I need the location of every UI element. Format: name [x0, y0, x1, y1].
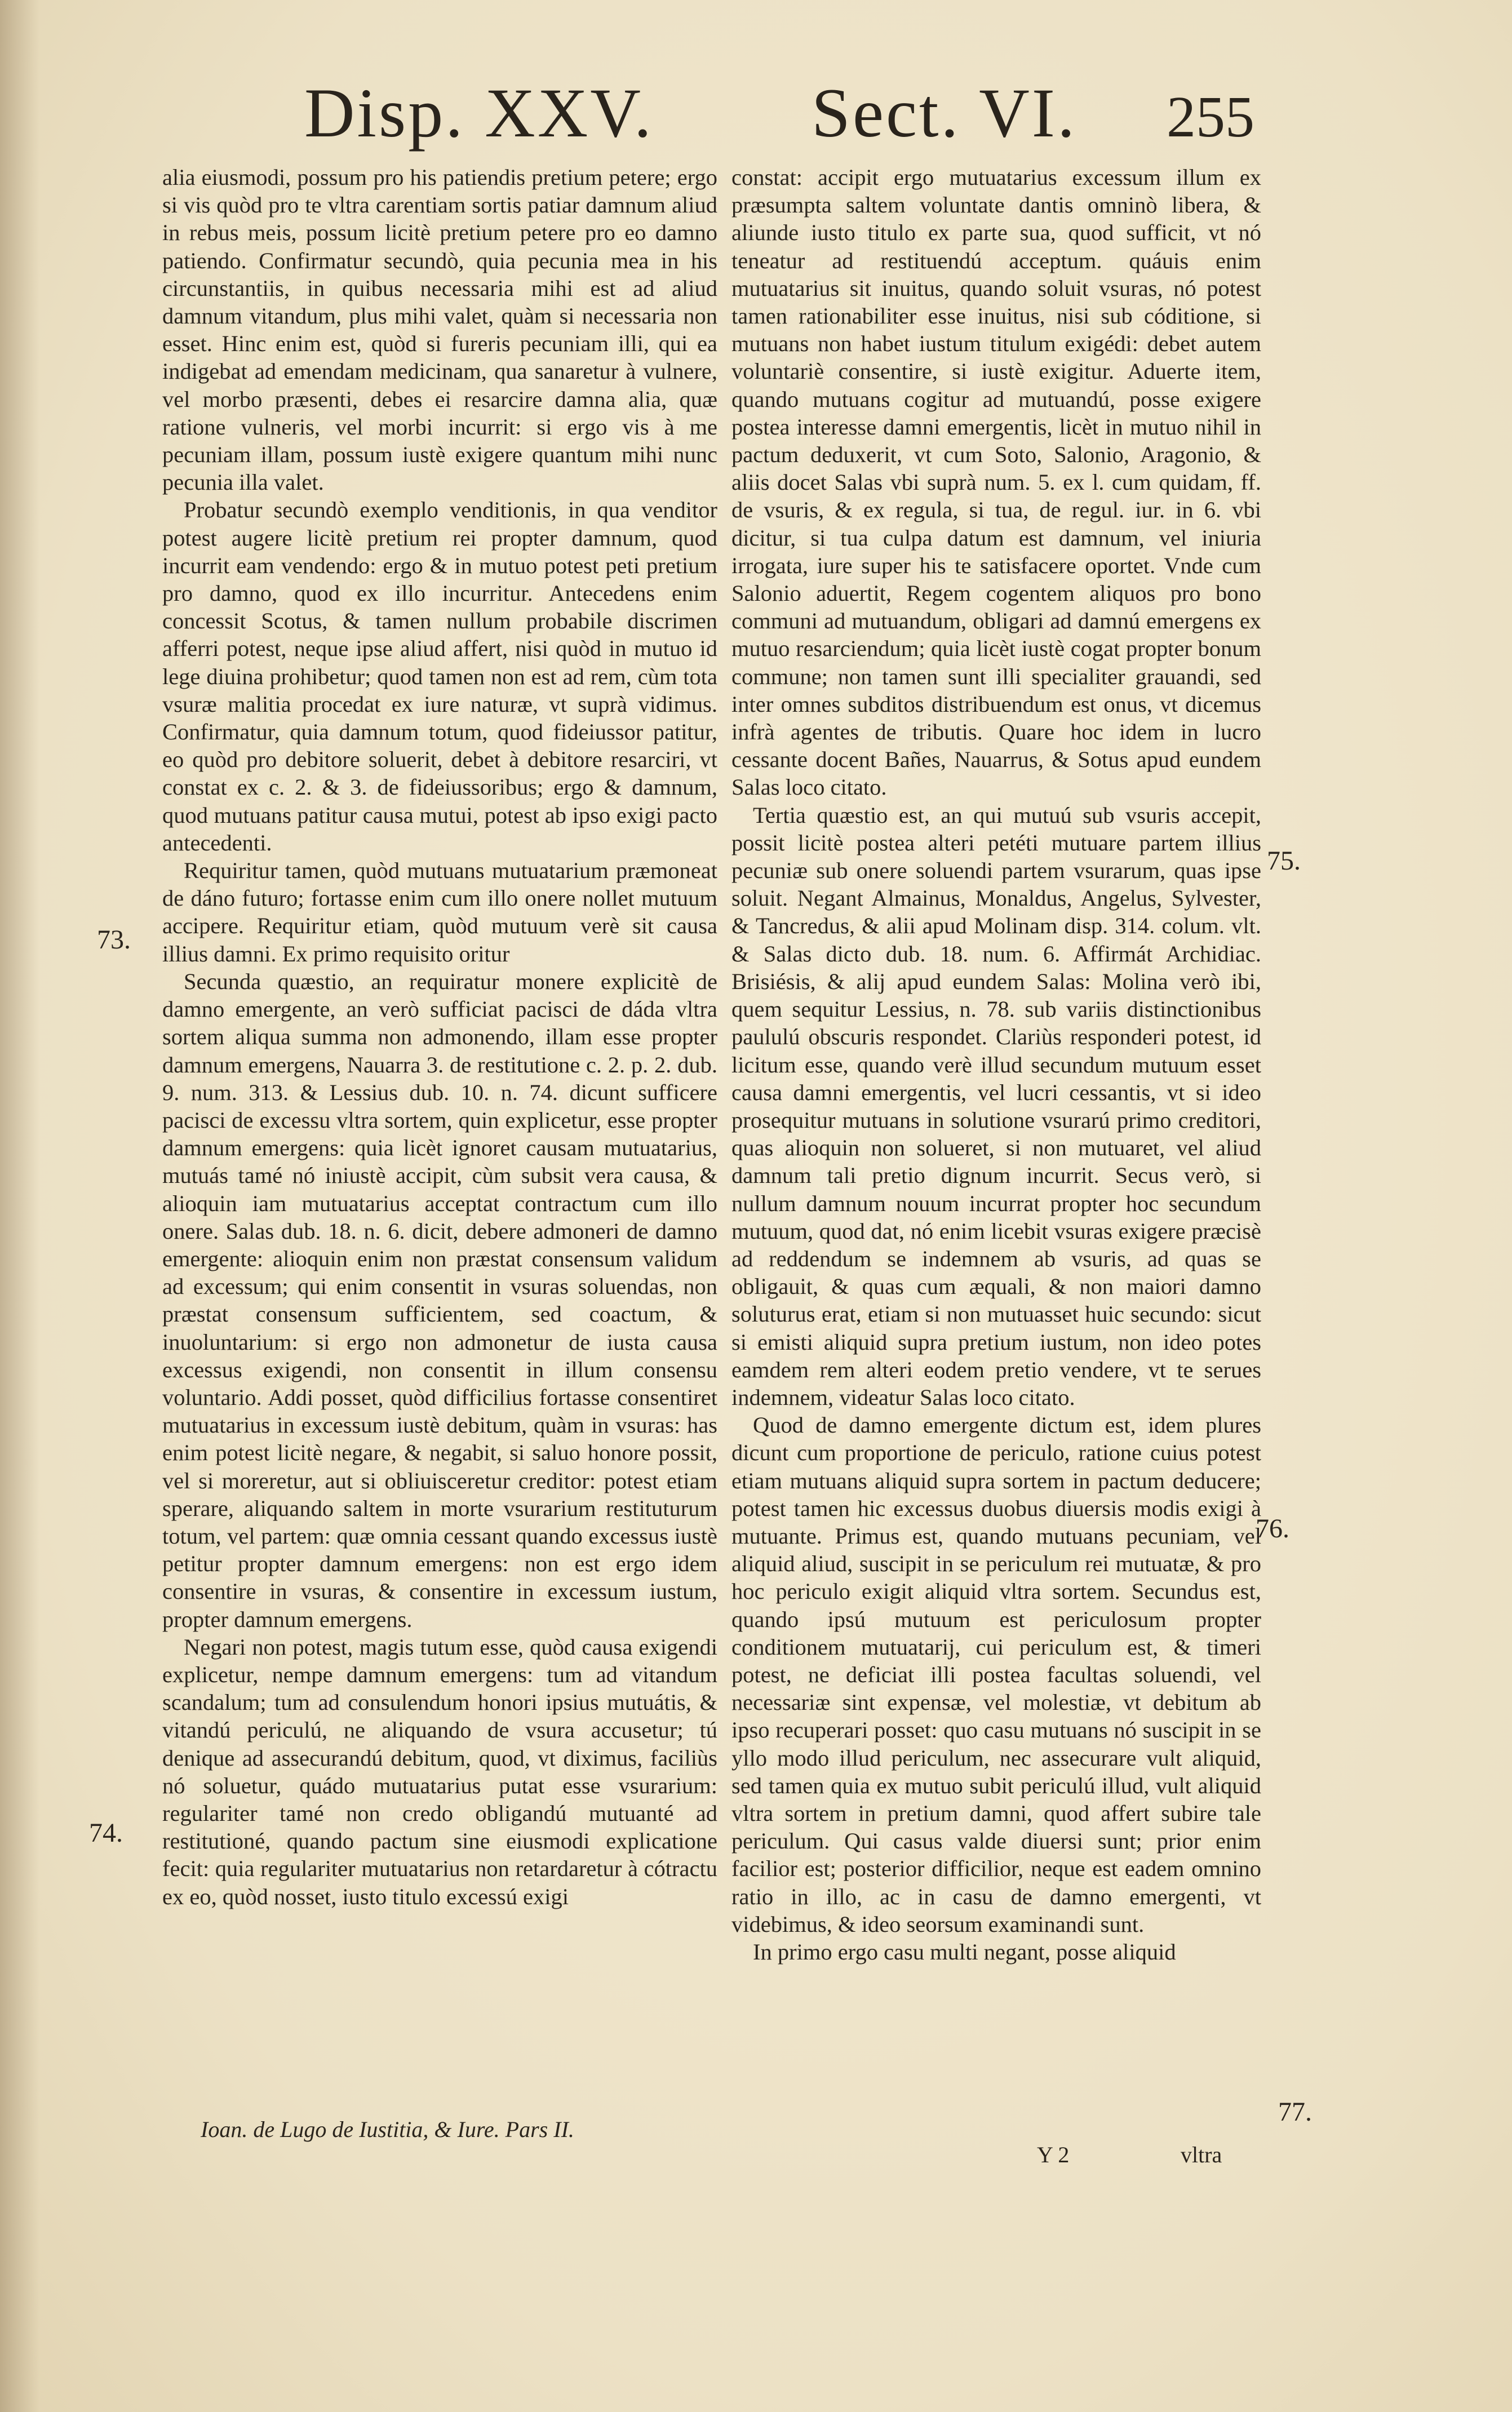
right-text-column — [731, 163, 1261, 1966]
paragraph: In primo ergo casu multi negant, posse aliquid — [753, 1939, 1176, 1965]
page-gutter-shadow — [0, 0, 39, 2412]
page-number: 255 — [1167, 85, 1254, 149]
margin-number-77: 77. — [1278, 2097, 1312, 2127]
paragraph: Negari non potest, magis tutum esse, quòd causa exigendi explicetur, nempe damnum emergens: tum ad vitandum scandalum; tum ad consulendum honori ipsius mutuátis, & vitandú periculú, ne aliquando de vsura accusetur; tú denique ad assecurandú debitum, quod, vt diximus, faciliùs nó soluetur, quádo mutuatarius putat esse vsurarium: regulariter tamé non credo obligandú mutuanté ad restitutioné, quando pactum sine eiusmodi explicatione fecit: quia regulariter mutuatarius non retardaretur à cótractu ex eo, quòd nosset, iusto titulo excessú exigi — [162, 1634, 717, 1909]
paragraph: Quod de damno emergente dictum est, idem plures dicunt cum proportione de periculo, ratione cuius potest etiam mutuans aliquid supra sortem in pactum deducere; potest tamen hic excessus duobus diuersis modis exigi à mutuante. Primus est, quando mutuans pecuniam, vel aliquid aliud, suscipit in se periculum rei mutuatæ, & pro hoc periculo exigit aliquid vltra sortem. Secundus est, quando ipsú mutuum est periculosum propter conditionem mutuatarij, cui periculum est, & timeri potest, ne deficiat illi postea facultas soluendi, vel necessariæ sint expensæ, vel molestiæ, vt debitum ab ipso recuperari posset: quo casu mutuans nó suscipit in se yllo modo illud periculum, nec assecurare vult aliquid, sed tamen quia ex mutuo subit periculú illud, vult aliquid vltra sortem in pretium damni, quod affert subire tale periculum. Qui casus valde diuersi sunt; prior enim facilior est; posterior difficilior, neque est eadem omnino ratio in illo, ac in casu de damno emergenti, vt videbimus, & ideo seorsum examinandi sunt. — [731, 1412, 1261, 1937]
left-text-column — [162, 163, 717, 1910]
margin-number-73: 73. — [97, 925, 131, 955]
header-section: Sect. VI. — [812, 74, 1078, 152]
margin-number-74: 74. — [89, 1818, 123, 1848]
margin-number-75: 75. — [1267, 846, 1301, 876]
signature-mark: Y 2 — [1037, 2142, 1070, 2167]
paragraph: Probatur secundò exemplo venditionis, in qua venditor potest augere licitè pretium rei propter damnum, quod incurrit eam vendendo: ergo & in mutuo potest peti pretium pro damno, quod ex illo incurritur. Antecedens enim concessit Scotus, & tamen nullum probabile discrimen afferri potest, neque ipse aliud affert, nisi quòd in mutuo id lege diuina prohibetur; quod tamen non est ad rem, cùm tota vsuræ malitia procedat ex iure naturæ, vt suprà vidimus. Confirmatur, quia damnum totum, quod fideiussor patitur, eo quòd pro debitore soluerit, debet à debitore resarciri, vt constat ex c. 2. & 3. de fideiussoribus; ergo & damnum, quod mutuans patitur causa mutui, potest ab ipso exigi pacto antecedenti. — [162, 497, 717, 855]
running-header — [0, 73, 1512, 163]
running-title-footer: Ioan. de Lugo de Iustitia, & Iure. Pars II. — [201, 2117, 574, 2142]
paragraph: Secunda quæstio, an requiratur monere explicitè de damno emergente, an verò sufficiat pacisci de dáda vltra sortem aliqua summa non admonendo, illam esse propter damnum emergens, Nauarra 3. de restitutione c. 2. p. 2. dub. 9. num. 313. & Lessius dub. 10. n. 74. dicunt sufficere pacisci de excessu vltra sortem, quin explicetur, esse propter damnum emergens: quia licèt ignoret causam mutuatarius, mutuás tamé nó iniustè accipit, cùm subsit vera causa, & alioquin iam mutuatarius acceptat contractum cum illo onere. Salas dub. 18. n. 6. dicit, debere admoneri de damno emergente: alioquin enim non præstat consensum validum ad excessum; qui enim consentit in vsuras soluendas, non præstat consensum sufficientem, sed coactum, & inuoluntarium: si ergo non admonetur de iusta causa excessus exigendi, non consentit in illum consensu voluntario. Addi posset, quòd difficilius fortasse consentiret mutuatarius in excessum iustè debitum, quàm in vsuras: has enim potest licitè negare, & negabit, si saluo honore possit, vel si moreretur, aut si obliuisceretur creditor: potest etiam sperare, aliquando saltem in morte vsurarium restituturum totum, vel partem: quæ omnia cessant quando excessus iustè petitur propter damnum emergens: non est ergo idem consentire in vsuras, & consentire in excessum iustum, propter damnum emergens. — [162, 968, 717, 1632]
header-disputation: Disp. XXV. — [304, 74, 654, 152]
paragraph: alia eiusmodi, possum pro his patiendis pretium petere; ergo si vis quòd pro te vltra carentiam sortis patiar damnum aliud in rebus meis, possum licitè pretium petere pro eo damno patiendo. Confirmatur secundò, quia pecunia mea in his circunstantiis, in quibus necessaria mihi est ad aliud damnum vitandum, plus mihi valet, quàm si necessaria non esset. Hinc enim est, quòd si fureris pecuniam illi, qui ea indigebat ad emendam medicinam, qua sanaretur à vulnere, vel morbo præsenti, debes ei resarcire damna alia, quæ ratione vulneris, vel morbi incurrit: si ergo vis à me pecuniam illam, possum iustè exigere quantum mihi nunc pecunia illa valet. — [162, 165, 717, 495]
paragraph: constat: accipit ergo mutuatarius excessum illum ex præsumpta saltem voluntate dantis omninò libera, & aliunde iusto titulo ex parte sua, quod sufficit, vt nó teneatur ad restituendú acceptum. quáuis enim mutuatarius sit inuitus, quando soluit vsuras, nó potest tamen rationabiliter esse inuitus, nisi sub códitione, si mutuans non habet iustum titulum exigédi: debet autem voluntariè consentire, si iustè exigitur. Aduerte item, quando mutuans cogitur ad mutuandú, posse exigere postea interesse damni emergentis, licèt in mutuo nihil in pactum deduxerit, vt cum Soto, Salonio, Aragonio, & aliis docet Salas vbi suprà num. 5. ex l. cum quidam, ff. de vsuris, & ex regula, si tua, de regul. iur. in 6. vbi dicitur, si tua culpa datum est damnum, vel iniuria irrogata, iure super his te satisfacere oportet. Vnde cum Salonio aduertit, Regem cogentem aliquos pro bono communi ad mutuandum, obligari ad damnú emergens ex mutuo resarciendum; quia licèt iustè cogat propter bonum commune; non tamen sunt illi specialiter grauandi, sed inter omnes subditos distribuendum est onus, vt dicemus infrà agentes de tributis. Quare hoc idem in lucro cessante docent Bañes, Nauarrus, & Sotus apud eundem Salas loco citato. — [731, 165, 1261, 800]
margin-number-76: 76. — [1256, 1514, 1289, 1544]
paragraph: Tertia quæstio est, an qui mutuú sub vsuris accepit, possit licitè postea alteri petéti mutuare partem illius pecuniæ sub onere soluendi partem vsurarum, quas ipse soluit. Negant Almainus, Monaldus, Angelus, Sylvester, & Tancredus, & alii apud Molinam disp. 314. colum. vlt. & Salas dicto dub. 18. num. 6. Affirmát Archidiac. Brisiésis, & alij apud eundem Salas: Molina verò ibi, quem sequitur Lessius, n. 78. sub variis distinctionibus paululú obscuris respondet. Clariùs responderi potest, id licitum esse, quando verè illud secundum mutuum esset causa damni emergentis, vel lucri cessantis, vt si ideo prosequitur mutuans in solutione vsurarú primo creditori, quas alioquin non solueret, si non mutuaret, vel aliud damnum tali pretio dignum incurrit. Secus verò, si nullum damnum nouum incurrat propter hoc secundum mutuum, quod dat, nó enim licebit vsuras exigere præcisè ad reddendum se indemnem ab vsuris, ad quas se obligauit, & quas cum æquali, & non maiori damno soluturus erat, etiam si non mutuasset huic secundo: sicut si emisti aliquid supra pretium iustum, non ideo potes eamdem rem alteri eodem pretio vendere, vt te serues indemnem, videatur Salas loco citato. — [731, 802, 1261, 1410]
paragraph: Requiritur tamen, quòd mutuans mutuatarium præmoneat de dáno futuro; fortasse enim cum illo onere nollet mutuum accipere. Requiritur etiam, quòd mutuum verè sit causa illius damni. Ex primo requisito oritur — [162, 858, 717, 966]
catchword: vltra — [1181, 2142, 1222, 2167]
